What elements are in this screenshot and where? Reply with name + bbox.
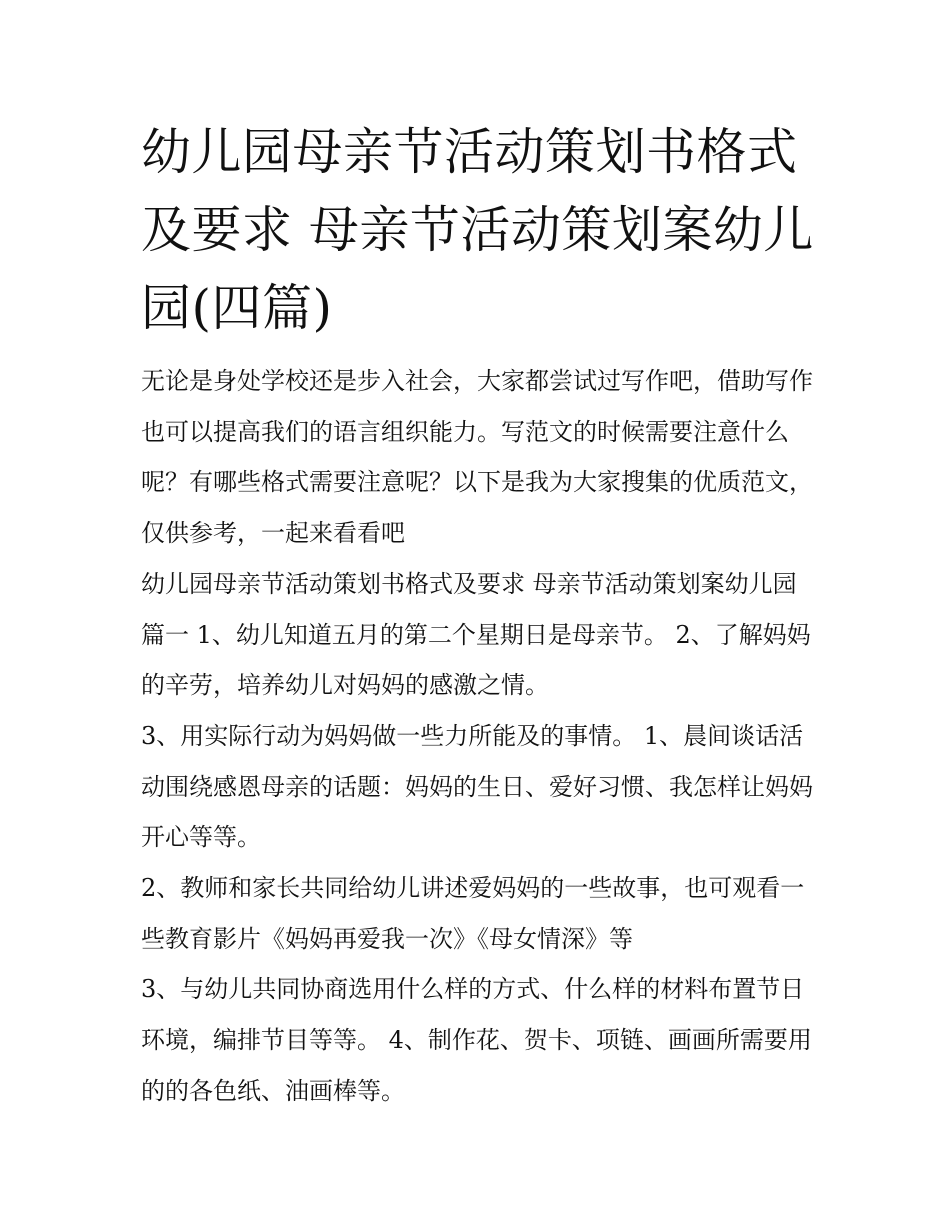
paragraph-item-3: 3、用实际行动为妈妈做一些力所能及的事情。 1、晨间谈话活动围绕感恩母亲的话题：妈妈的生日、爱好习惯、我怎样让妈妈开心等等。 xyxy=(141,721,813,852)
paragraph-intro: 无论是身处学校还是步入社会，大家都尝试过写作吧，借助写作也可以提高我们的语言组织能力。写范文的时候需要注意什么呢？有哪些格式需要注意呢？以下是我为大家搜集的优质范文，仅供参考，一起来看看吧 xyxy=(141,367,813,548)
document-title: 幼儿园母亲节活动策划书格式及要求 母亲节活动策划案幼儿园(四篇) xyxy=(141,123,814,337)
paragraph-item-3-materials: 3、与幼儿共同协商选用什么样的方式、什么样的材料布置节日环境，编排节目等等。 4、制作花、贺卡、项链、画画所需要用的的各色纸、油画棒等。 xyxy=(141,975,812,1105)
paragraph-item-2: 2、教师和家长共同给幼儿讲述爱妈妈的一些故事，也可观看一些教育影片《妈妈再爱我一次》《母女情深》等 xyxy=(141,874,805,953)
document-body xyxy=(141,356,816,1117)
paragraph-section-one: 幼儿园母亲节活动策划书格式及要求 母亲节活动策划案幼儿园篇一 1、幼儿知道五月的第二个星期日是母亲节。 2、了解妈妈的辛劳，培养幼儿对妈妈的感激之情。 xyxy=(141,569,811,700)
